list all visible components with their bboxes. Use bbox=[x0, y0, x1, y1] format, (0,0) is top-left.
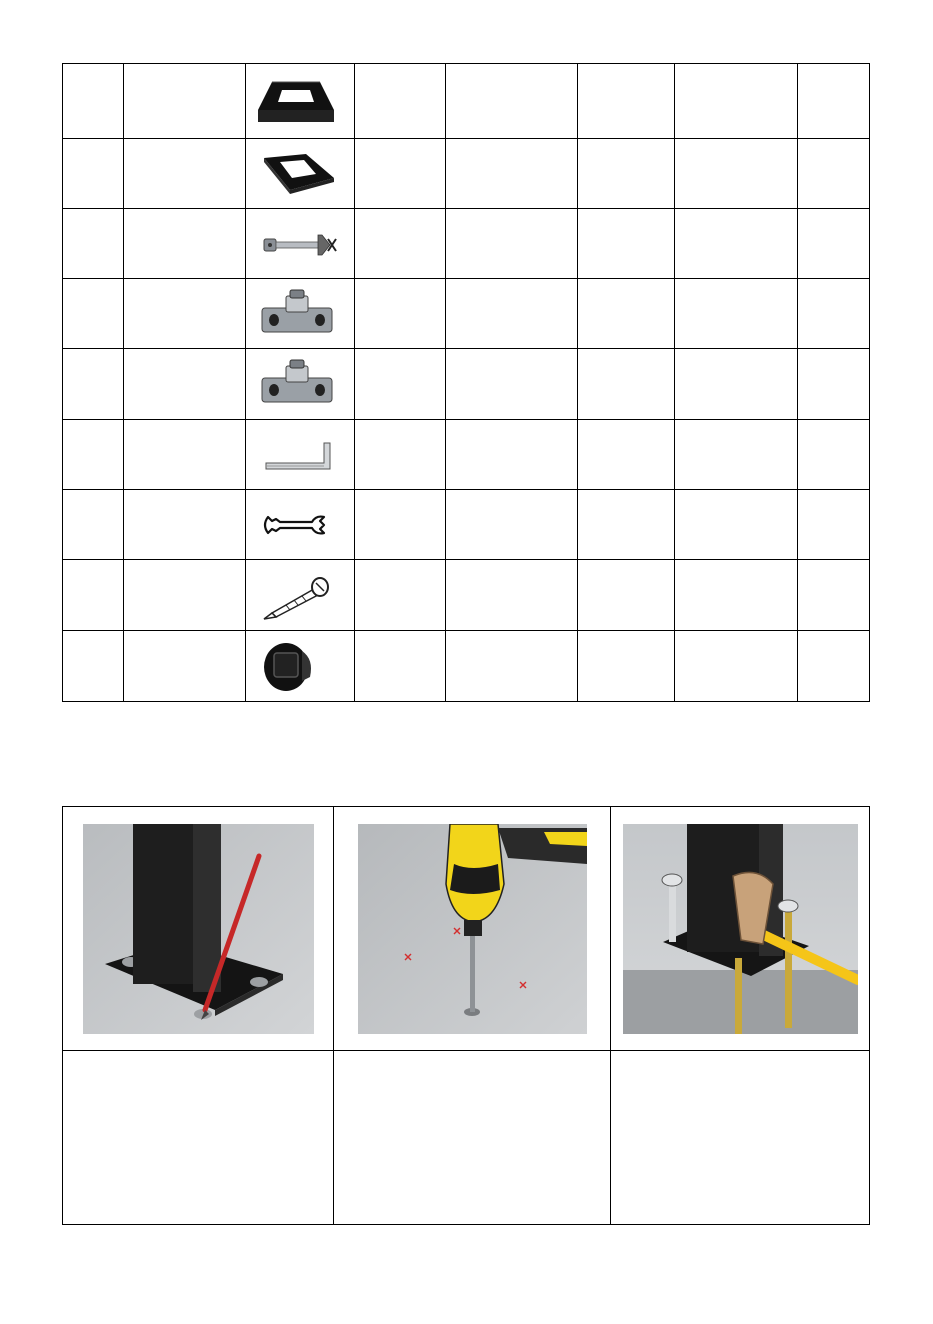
parts-cell bbox=[578, 279, 675, 349]
parts-cell bbox=[675, 279, 798, 349]
parts-cell bbox=[578, 349, 675, 419]
parts-cell bbox=[446, 209, 578, 279]
bracket-clamp-icon bbox=[250, 286, 342, 342]
parts-cell bbox=[798, 349, 870, 419]
parts-cell-name bbox=[124, 64, 246, 139]
parts-cell bbox=[446, 419, 578, 489]
parts-row bbox=[63, 349, 870, 419]
parts-cell-image bbox=[246, 139, 355, 209]
parts-table bbox=[62, 63, 870, 702]
parts-cell-name bbox=[124, 349, 246, 419]
wrench-icon bbox=[250, 499, 342, 549]
parts-cell bbox=[355, 489, 446, 559]
parts-row bbox=[63, 630, 870, 701]
parts-row bbox=[63, 209, 870, 279]
parts-cell bbox=[578, 489, 675, 559]
step-text-cell bbox=[611, 1051, 870, 1225]
parts-cell bbox=[675, 489, 798, 559]
parts-cell-image bbox=[246, 64, 355, 139]
parts-cell-image bbox=[246, 489, 355, 559]
mark-holes-with-pencil-illustration bbox=[83, 824, 314, 1034]
parts-cell-name bbox=[124, 489, 246, 559]
step-text-cell bbox=[63, 1051, 334, 1225]
parts-cell bbox=[355, 630, 446, 701]
base-cover-plate-icon bbox=[250, 144, 342, 204]
parts-cell-image bbox=[246, 559, 355, 630]
parts-cell-name bbox=[124, 279, 246, 349]
steps-illustration-row bbox=[63, 807, 870, 1051]
parts-cell bbox=[675, 139, 798, 209]
parts-cell bbox=[798, 209, 870, 279]
parts-cell bbox=[355, 349, 446, 419]
parts-row bbox=[63, 419, 870, 489]
parts-cell bbox=[675, 349, 798, 419]
parts-cell bbox=[446, 559, 578, 630]
allen-key-icon bbox=[250, 429, 342, 479]
parts-cell bbox=[798, 64, 870, 139]
parts-cell bbox=[446, 630, 578, 701]
parts-cell-number bbox=[63, 630, 124, 701]
parts-cell bbox=[355, 64, 446, 139]
parts-row bbox=[63, 559, 870, 630]
parts-cell-image bbox=[246, 279, 355, 349]
parts-cell-number bbox=[63, 64, 124, 139]
parts-cell-image bbox=[246, 419, 355, 489]
step-image-cell bbox=[334, 807, 611, 1051]
parts-cell bbox=[675, 209, 798, 279]
parts-cell bbox=[578, 64, 675, 139]
parts-cell-number bbox=[63, 419, 124, 489]
parts-cell-image bbox=[246, 209, 355, 279]
step-text-cell bbox=[334, 1051, 611, 1225]
bolt-icon bbox=[250, 219, 342, 269]
parts-cell-number bbox=[63, 559, 124, 630]
parts-cell bbox=[578, 209, 675, 279]
parts-cell bbox=[798, 559, 870, 630]
parts-cell-name bbox=[124, 139, 246, 209]
hammer-anchors-illustration bbox=[623, 824, 858, 1034]
parts-cell-image bbox=[246, 349, 355, 419]
bracket-clamp-icon bbox=[250, 356, 342, 412]
parts-cell bbox=[798, 139, 870, 209]
screw-icon bbox=[250, 567, 342, 623]
parts-cell-number bbox=[63, 349, 124, 419]
parts-cell bbox=[578, 559, 675, 630]
installation-steps-table bbox=[62, 806, 870, 1225]
parts-cell bbox=[446, 349, 578, 419]
parts-row bbox=[63, 139, 870, 209]
parts-row bbox=[63, 279, 870, 349]
parts-cell bbox=[798, 489, 870, 559]
parts-cell bbox=[798, 279, 870, 349]
parts-cell bbox=[798, 419, 870, 489]
parts-cell-name bbox=[124, 630, 246, 701]
parts-cell bbox=[446, 64, 578, 139]
parts-cell bbox=[355, 139, 446, 209]
parts-cell bbox=[798, 630, 870, 701]
parts-cell-name bbox=[124, 419, 246, 489]
parts-cell bbox=[355, 419, 446, 489]
parts-cell bbox=[355, 559, 446, 630]
parts-cell-name bbox=[124, 559, 246, 630]
post-cap-icon bbox=[250, 70, 342, 132]
parts-cell bbox=[578, 139, 675, 209]
parts-cell bbox=[578, 630, 675, 701]
parts-cell bbox=[675, 630, 798, 701]
parts-cell bbox=[578, 419, 675, 489]
steps-text-row bbox=[63, 1051, 870, 1225]
parts-cell bbox=[446, 279, 578, 349]
parts-cell-number bbox=[63, 209, 124, 279]
parts-row bbox=[63, 64, 870, 139]
parts-cell bbox=[355, 279, 446, 349]
parts-cell-number bbox=[63, 489, 124, 559]
parts-cell-image bbox=[246, 630, 355, 701]
parts-cell-number bbox=[63, 139, 124, 209]
parts-cell bbox=[675, 559, 798, 630]
parts-cell bbox=[446, 139, 578, 209]
parts-cell bbox=[446, 489, 578, 559]
parts-cell bbox=[675, 419, 798, 489]
end-cap-insert-icon bbox=[250, 635, 342, 697]
step-image-cell bbox=[611, 807, 870, 1051]
parts-cell-name bbox=[124, 209, 246, 279]
parts-row bbox=[63, 489, 870, 559]
parts-cell bbox=[675, 64, 798, 139]
parts-cell-number bbox=[63, 279, 124, 349]
drill-holes-illustration bbox=[358, 824, 587, 1034]
parts-cell bbox=[355, 209, 446, 279]
step-image-cell bbox=[63, 807, 334, 1051]
